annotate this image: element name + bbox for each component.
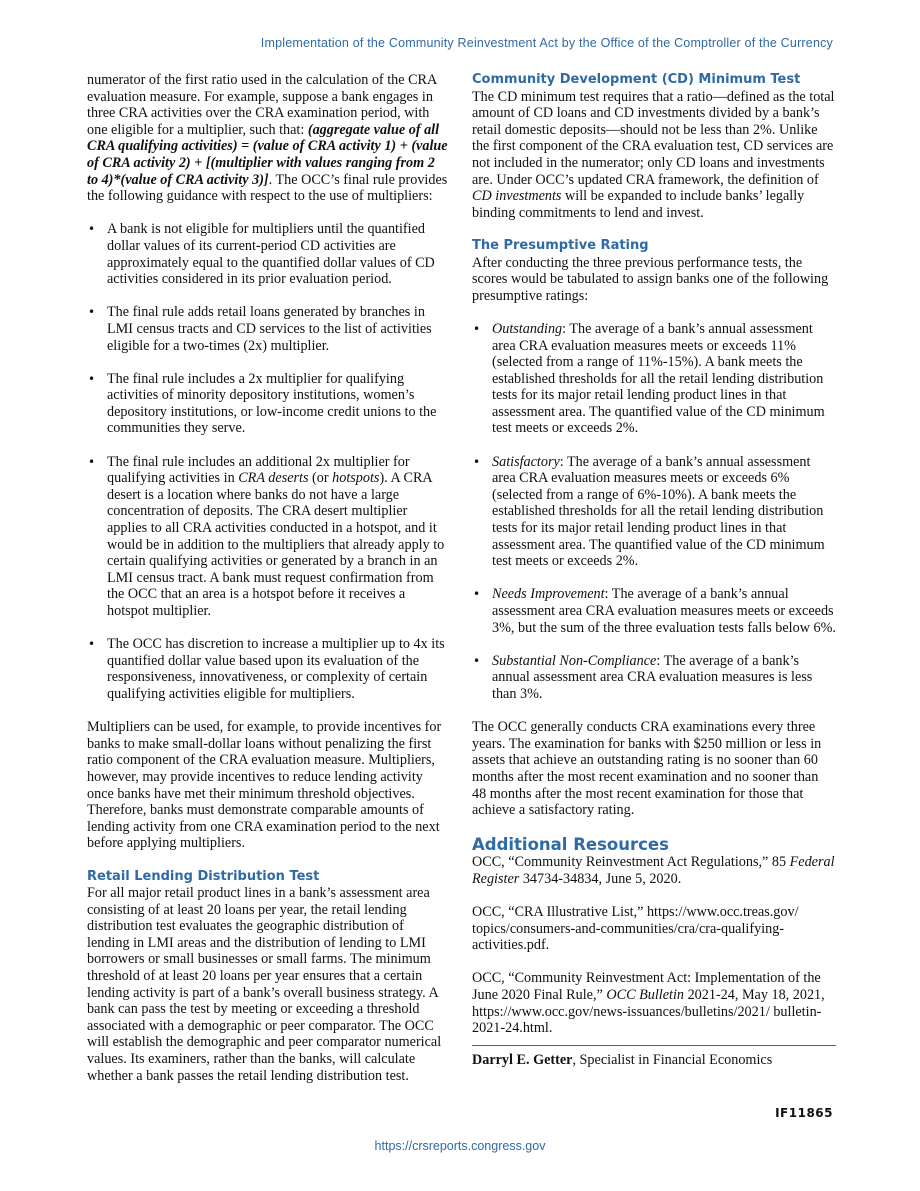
intro-text: numerator of the first ratio used in the calculation of the CRA evaluation measure. For example, suppose a bank engages in three CRA activities over the CRA examination period, with one eligible for a multiplier, such that: [87, 72, 437, 138]
author-title: , Specialist in Financial Economics [572, 1051, 773, 1068]
cd-minimum-test-heading: Community Development (CD) Minimum Test [472, 72, 801, 87]
document-id: IF11865 [775, 1106, 833, 1120]
list-item: • The final rule includes a 2x multiplier for qualifying activities of minority depository institutions, women’s depository institutions, or low-income credit unions to the communities they serve. [87, 371, 449, 437]
left-column [87, 72, 449, 1101]
author-name: Darryl E. Getter [472, 1051, 573, 1068]
list-item: • A bank is not eligible for multipliers until the quantified dollar values of its current-period CD activities are approximately equal to the quantified dollar values of CD activities considered in its prior evaluation period. [87, 221, 449, 287]
presumptive-rating-heading: The Presumptive Rating [472, 237, 649, 253]
list-item: • The final rule includes an additional 2x multiplier for qualifying activities in CRA deserts (or hotspots). A CRA desert is a location where banks do not have a large concentration of deposits. The CRA desert multiplier applies to all CRA activities conducted in a hotspot, and it would be in addition to the multipliers that already apply to certain qualifying activities or generated by a branch in an LMI census tract. A bank must request confirmation from the OCC that an area is a hotspot before it receives a hotspot multiplier. [87, 454, 449, 620]
resource-item: OCC, “Community Reinvestment Act Regulations,” 85 Federal Register 34734-34834, June 5, 2020. [472, 854, 835, 887]
additional-resources-heading: Additional Resources [472, 835, 669, 855]
author-divider [472, 1045, 836, 1046]
list-item: • Needs Improvement: The average of a bank’s annual assessment area CRA evaluation measures meets or exceeds 3%, but the sum of the three evaluation tests falls below 6%. [472, 586, 836, 636]
examination-paragraph: The OCC generally conducts CRA examinations every three years. The examination for banks with $250 million or less in assets that achieve an outstanding rating is no sooner than 60 months after the most recent examination and no sooner than 48 months after the most recent examination for those that achieve a satisfactory rating. [472, 719, 822, 819]
rating-term: Satisfactory [492, 453, 560, 470]
multipliers-paragraph: Multipliers can be used, for example, to provide incentives for banks to make small-dollar loans without penalizing the first ratio component of the CRA evaluation measure. Multipliers, however, may provide incentives to reduce lending activity once banks have met their minimum threshold objectives. Therefore, banks must demonstrate comparable amounts of lending activity from one CRA examination period to the next before applying multipliers. [87, 719, 442, 852]
term-cd-investments: CD investments [472, 188, 562, 205]
resource-item: OCC, “Community Reinvestment Act: Implementation of the June 2020 Final Rule,” OCC Bulletin 2021-24, May 18, 2021, https://www.occ.gov/news-issuances/bulletins/2021/ bulletin-2021-24.html. [472, 970, 825, 1037]
term-hotspots: hotspots [332, 470, 380, 487]
list-item: • Outstanding: The average of a bank’s annual assessment area CRA evaluation measures meets or exceeds 11% (selected from a range of 11%-15%). A bank meets the established thresholds for all the retail lending distribution tests for its major retail lending product lines in that assessment area. The quantified value of the CD minimum test meets or exceeds 2%. [472, 321, 836, 437]
list-item: • The OCC has discretion to increase a multiplier up to 4x its quantified dollar value based upon its evaluation of the responsiveness, innovativeness, or complexity of certain qualifying activities eligible for multipliers. [87, 636, 449, 702]
rating-term: Substantial Non-Compliance [492, 652, 657, 669]
list-item: • The final rule adds retail loans generated by branches in LMI census tracts and CD services to the list of activities eligible for a two-times (2x) multiplier. [87, 304, 449, 354]
list-item: • Substantial Non-Compliance: The average of a bank’s annual assessment area CRA evaluation measures is less than 3%. [472, 653, 836, 703]
rating-term: Outstanding [492, 320, 563, 337]
retail-lending-paragraph: For all major retail product lines in a bank’s assessment area consisting of at least 20 loans per year, the retail lending distribution test evaluates the geographic distribution of lending in LMI areas and the distribution of lending to LMI borrowers or small businesses or small farms. The minimum threshold of at least 20 loans per year ensures that a certain lending activity is part of a bank’s overall business strategy. A bank can pass the test by meeting or exceeding a threshold associated with a demographic or peer comparator. The OCC will establish the demographic and peer comparator numerical values. Its examiners, rather than the banks, will calculate whether a bank passes the retail lending distribution test. [87, 885, 442, 1084]
presumptive-rating-paragraph: After conducting the three previous performance tests, the scores would be tabulated to assign banks one of the following presumptive ratings: [472, 254, 829, 304]
ratings-list [472, 321, 836, 703]
multiplier-guidance-list [87, 221, 449, 702]
running-header: Implementation of the Community Reinvestment Act by the Office of the Comptroller of the Currency [260, 36, 833, 50]
right-column [472, 72, 836, 1068]
footer-url: https://crsreports.congress.gov [374, 1139, 546, 1153]
retail-lending-heading: Retail Lending Distribution Test [87, 868, 320, 884]
cd-minimum-test-paragraph: The CD minimum test requires that a ratio—defined as the total amount of CD loans and CD investments divided by a bank’s retail domestic deposits—should not be less than 2%. Unlike the first component of the CRA evaluation test, CD services are not included in the numerator; only CD loans and investments are. Under OCC’s updated CRA framework, the definition of CD investments will be expanded to include banks’ legally binding commitments to lend and invest. [472, 88, 835, 221]
list-item: • Satisfactory: The average of a bank’s annual assessment area CRA evaluation measures meets or exceeds 6% (selected from a range of 6%-10%). A bank meets the established thresholds for all the retail lending distribution tests for its major retail lending product lines in that assessment area. The quantified value of the CD minimum test meets or exceeds 2%. [472, 454, 836, 570]
author-line [472, 1052, 836, 1069]
rating-term: Needs Improvement [492, 586, 605, 603]
resource-item: OCC, “CRA Illustrative List,” https://www.occ.treas.gov/ topics/consumers-and-communities/cra/cra-qualifying-activities.pdf. [472, 904, 799, 954]
multiplier-formula: (aggregate value of all CRA qualifying activities) = (value of CRA activity 1) + (value of CRA activity 2) + [(multiplier with values ranging from 2 to 4)*(value of CRA activity 3)] [87, 121, 448, 188]
intro-paragraph [87, 72, 449, 205]
intro-tail: . The OCC’s final rule provides the following guidance with respect to the use of multipliers: [87, 171, 448, 205]
term-cra-deserts: CRA deserts [238, 470, 309, 487]
